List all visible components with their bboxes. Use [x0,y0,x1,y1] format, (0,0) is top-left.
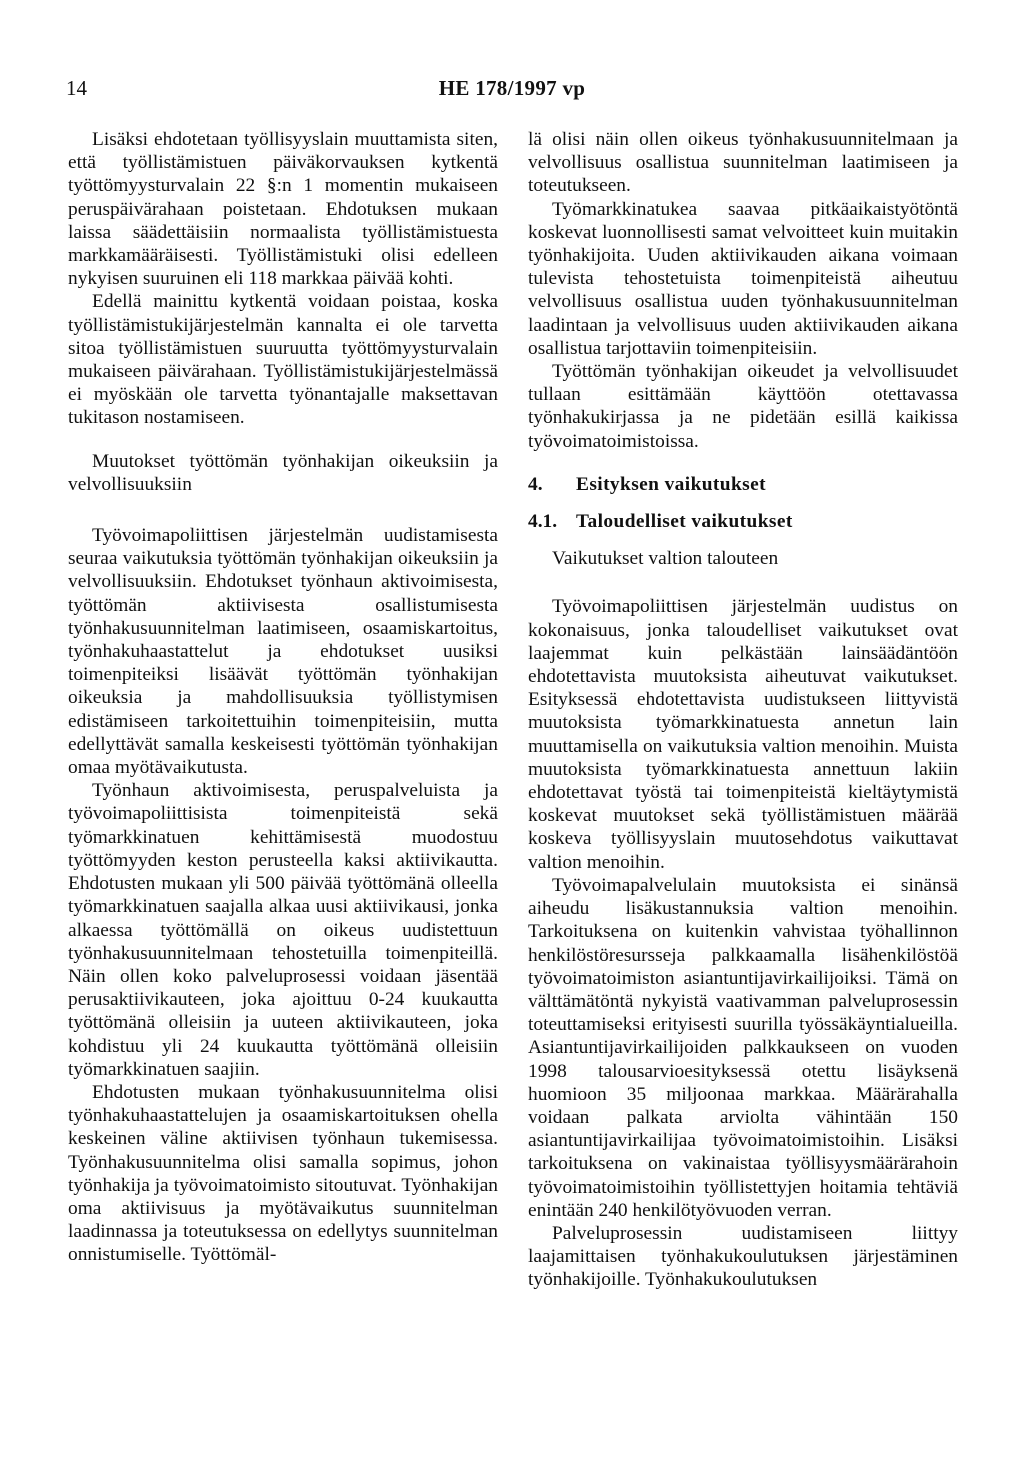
section-title: Esityksen vaikutukset [576,473,766,495]
section-heading [528,473,958,496]
document-title: HE 178/1997 vp [438,76,586,100]
paragraph: Työnhaun aktivoimisesta, peruspalveluista ja työvoimapoliittisista toimenpiteistä sekä työmarkkinatuen kehittämisestä muodostuu työttömyyden keston perusteella kaksi aktiivikautta. Ehdotusten mukaan yli 500 päivää työttömänä olleella työmarkkinatuen saajalla alkaa uusi aktiivikausi, jonka alkaessa työttömällä on oikeus uudistettuun työnhakusuunnitelmaan tehostetuilla toimenpiteillä. Näin ollen koko palveluprosessi voidaan jäsentää perusaktiivikauteen, joka ajoittuu 0-24 kuukautta työttömänä olleisiin ja uuteen aktiivikauteen, joka kohdistuu yli 24 kuukautta työttömänä olleisiin työmarkkinatuen saajiin. [68,780,498,1080]
paragraph: Edellä mainittu kytkentä voidaan poistaa, koska työllistämistukijärjestelmän kannalta ei ole tarvetta sitoa työllistämistuen suuruutta työttömyysturvalain mukaiseen päivärahaan. Työllistämistukijärjestelmässä ei myöskään ole tarvetta työnantajalle maksettavan tukitason nostamiseen. [68,291,498,429]
page-number: 14 [66,76,87,100]
subsection-number: 4.1. [528,511,558,533]
paragraph: Työvoimapoliittisen järjestelmän uudistamisesta seuraa vaikutuksia työttömän työnhakijan oikeuksiin ja velvollisuuksiin. Ehdotukset työnhaun aktivoimisesta, työttömän aktiivisesta osallistumisesta työnhakusuunnitelman laatimiseen, osaamiskartoitus, työnhakuhaastattelut ja ehdotukset uusiksi toimenpiteiksi lisäävät työttömän työnhakijan oikeuksia ja mahdollisuuksia työllistymisen edistämiseen tarkoitettuihin toimenpiteisiin, mutta edellyttävät samalla keskeisesti työttömän työnhakijan omaa myötävaikutusta. [68,525,498,779]
paragraph: Lisäksi ehdotetaan työllisyyslain muuttamista siten, että työllistämistuen päiväkorvauksen kytkentä työttömyysturvalain 22 §:n 1 momentin mukaiseen peruspäivärahaan poistetaan. Ehdotuksen mukaan laissa säädettäisiin normaalista työllistämistuesta markkamääräisesti. Työllistämistuki olisi edelleen nykyisen suuruinen eli 118 markkaa päivää kohti. [68,129,498,290]
paragraph: Työvoimapoliittisen järjestelmän uudistus on kokonaisuus, jonka taloudelliset vaikutukset ovat laajemmat kuin pelkästään lainsäädäntöön ehdotettavista muutoksista aiheutuvat vaikutukset. Esityksessä ehdotettavista uudistukseen liittyvistä muutoksista työmarkkinatuesta annetun lain muuttamisella on vaikutuksia valtion menoihin. Muista muutoksista työmarkkinatuesta annettuun lakiin ehdotettavat työstä tai toimenpiteistä kieltäytymistä koskevat muutokset sekä työllistämistuen määrää koskeva työllisyyslain muutosehdotus vaikuttavat valtion menoihin. [528,596,958,873]
right-column [528,128,958,1292]
paragraph: Työttömän työnhakijan oikeudet ja velvollisuudet tullaan esittämään käyttöön otettavassa työnhakukirjassa ja ne pidetään esillä kaikissa työvoimatoimistoissa. [528,361,958,452]
paragraph: Työmarkkinatukea saavaa pitkäaikaistyötöntä koskevat luonnollisesti samat velvoitteet kuin muitakin työnhakijoita. Uuden aktiivikauden aikana voimaan tulevista tehostetuista toimenpiteistä aiheutuu velvollisuus osallistua uuden työnhakusuunnitelman laadintaan ja velvollisuus uuden aktiivikauden aikana osallistua tarjottaviin toimenpiteisiin. [528,198,958,359]
subheading: Muutokset työttömän työnhakijan oikeuksiin ja velvollisuuksiin [68,450,498,495]
paragraph: Työvoimapalvelulain muutoksista ei sinänsä aiheudu lisäkustannuksia valtion menoihin. Tarkoituksena on kuitenkin vahvistaa työhallinnon henkilöstöresursseja palkkaamalla lisähenkilöstöä työvoimatoimiston asiantuntijavirkailijoiksi. Tämä on välttämätöntä nykyistä vaativamman palveluprosessin toteuttamiseksi erityisesti suurilla työssäkäyntialueilla. Asiantuntijavirkailijoiden palkkaukseen on vuoden 1998 talousarvioesityksessä otettu lisäyksenä huomioon 35 miljoonaa markkaa. Määrärahalla voidaan palkata arviolta vähintään 150 asiantuntijavirkailijaa työvoimatoimistoihin. Lisäksi tarkoituksena on vakinaistaa työllisyysmäärärahoin työvoimatoimistoihin työllistettyjen hoitamia tehtäviä enintään 240 henkilötyövuoden verran. [528,874,958,1221]
paragraph: lä olisi näin ollen oikeus työnhakusuunnitelmaan ja velvollisuus osallistua suunnitelman laatimiseen ja toteutukseen. [528,129,958,197]
subsection-heading [528,510,958,533]
paragraph: Palveluprosessin uudistamiseen liittyy laajamittaisen työnhakukoulutuksen järjestäminen työnhakijoille. Työnhakukoulutuksen [528,1222,958,1291]
left-column [68,128,498,1267]
subheading: Vaikutukset valtion talouteen [552,548,779,570]
subsection-title: Taloudelliset vaikutukset [576,511,793,533]
section-number: 4. [528,473,543,495]
paragraph: Ehdotusten mukaan työnhakusuunnitelma olisi työnhakuhaastattelujen ja osaamiskartoituksen ohella keskeinen väline aktiivisen työnhaun tukemisessa. Työnhakusuunnitelma olisi samalla sopimus, johon työnhakija ja työvoimatoimisto sitoutuvat. Työnhakijan oma aktiivisuus ja myötävaikutus suunnitelman laadinnassa ja toteutuksessa on edellytys suunnitelman onnistumiselle. Työttömäl- [68,1081,498,1266]
